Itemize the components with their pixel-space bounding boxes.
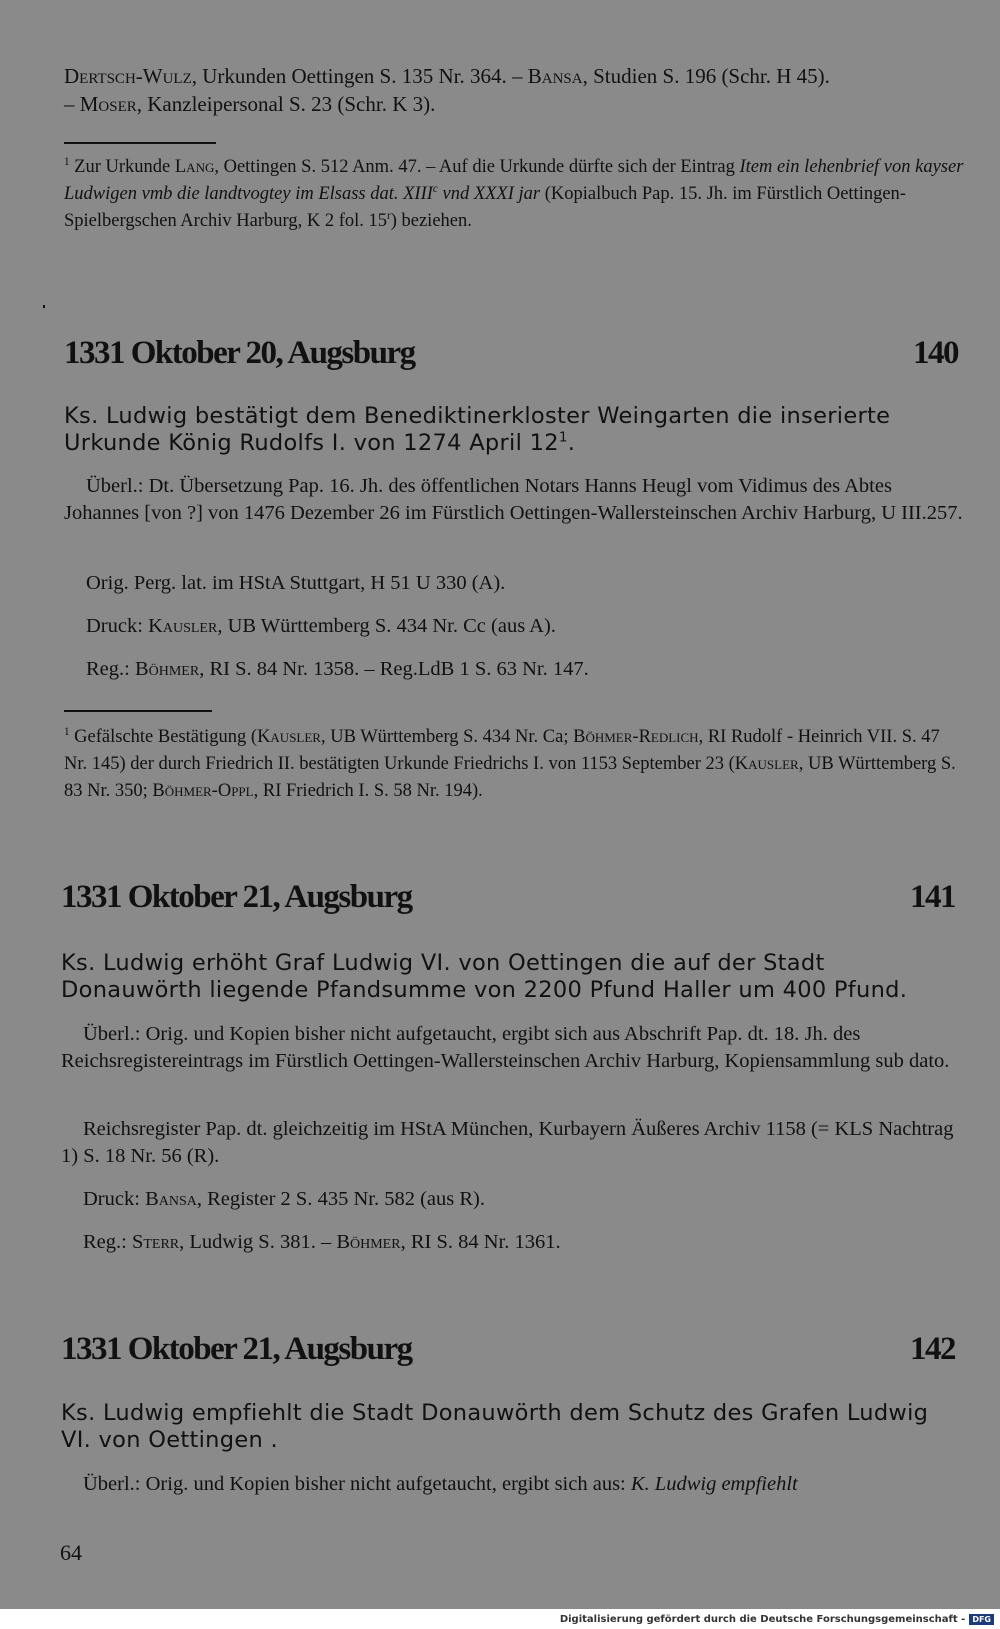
footnote-top: [64, 154, 964, 235]
citation-text: , Ludwig S. 381. –: [179, 1231, 337, 1253]
quoted-text: K. Ludwig empfiehlt: [630, 1473, 798, 1495]
footnote-number: 1: [64, 725, 70, 738]
author-name: Böhmer-Redlich: [573, 727, 699, 747]
label: Druck:: [86, 615, 149, 637]
citation-text: , Kanzleipersonal S. 23 (Schr. K 3).: [136, 92, 436, 116]
entry-summary-140: [64, 403, 964, 457]
entry-orig-140: Orig. Perg. lat. im HStA Stuttgart, H 51 U 330 (A).: [86, 572, 506, 594]
citation-text: , RI S. 84 Nr. 1361.: [400, 1231, 561, 1253]
footnote-divider: [64, 710, 212, 712]
digitization-footer: [0, 1609, 1000, 1629]
label: Reg.:: [83, 1231, 132, 1253]
entry-date: 1331 Oktober 21, Augsburg: [61, 879, 412, 915]
citation-text: , UB Württemberg S. 434 Nr. Cc (aus A).: [217, 615, 556, 637]
footnote-text: , RI Friedrich I. S. 58 Nr. 194).: [253, 781, 483, 801]
footnote-text: , UB Württemberg S. 434 Nr. Ca;: [320, 727, 574, 747]
footnote-ref: 1: [558, 429, 568, 446]
citation-text: , Urkunden Oettingen S. 135 Nr. 364. –: [191, 64, 528, 88]
author-name: Böhmer-Oppl: [152, 781, 254, 801]
author-name: Sterr: [131, 1231, 180, 1253]
label: Reg.:: [86, 658, 135, 680]
footnote-text: (Kopialbuch Pap. 15. Jh. im Fürstlich Oettingen-Spielbergschen Archiv Harburg, K 2 fol. 15: [64, 184, 906, 231]
continuation-text: [64, 62, 964, 118]
entry-reichsregister-141: Reichsregister Pap. dt. gleichzeitig im HStA München, Kurbayern Äußeres Archiv 1158 (= KLS Nachtrag 1) S. 18 Nr. 56 (R).: [61, 1118, 954, 1167]
label: Druck:: [83, 1188, 146, 1210]
author-name: Bansa: [527, 64, 583, 88]
entry-reg-141: [61, 1229, 983, 1256]
summary-text: .: [567, 430, 576, 456]
entry-summary-142: Ks. Ludwig empfiehlt die Stadt Donauwörth dem Schutz des Grafen Ludwig VI. von Oettingen .: [61, 1400, 929, 1453]
entry-uberl-142: [61, 1471, 961, 1498]
footnote-text: ) beziehen.: [390, 211, 472, 231]
footnote-text: , Oettingen S. 512 Anm. 47. – Auf die Urkunde dürfte sich der Eintrag: [214, 157, 740, 177]
entry-summary-141: Ks. Ludwig erhöht Graf Ludwig VI. von Oettingen die auf der Stadt Donauwörth liegende Pfandsumme von 2200 Pfund Haller um 400 Pfund.: [61, 950, 908, 1003]
entry-reg-140: [64, 656, 986, 683]
footer-text: Digitalisierung gefördert durch die Deutsche Forschungsgemeinschaft -: [559, 1613, 966, 1625]
author-name: Böhmer: [336, 1231, 401, 1253]
author-name: Kausler: [148, 615, 218, 637]
uberl-text: Überl.: Orig. und Kopien bisher nicht aufgetaucht, ergibt sich aus:: [83, 1473, 631, 1495]
author-name: Dertsch-Wulz: [64, 64, 192, 88]
entry-druck-141: [61, 1186, 983, 1213]
summary-text: Ks. Ludwig bestätigt dem Benediktinerkloster Weingarten die inserierte Urkunde König Rudolfs I. von 1274 April 12: [64, 403, 891, 456]
author-name: Böhmer: [134, 658, 200, 680]
entry-date: 1331 Oktober 21, Augsburg: [61, 1331, 412, 1367]
entry-number: 141: [910, 879, 955, 915]
quoted-text: vnd XXXI jar: [437, 184, 541, 204]
author-name: Lang: [174, 157, 215, 177]
entry-druck-140: [64, 613, 986, 640]
citation-text: , Register 2 S. 435 Nr. 582 (aus R).: [196, 1188, 485, 1210]
entry-uberl-141: Überl.: Orig. und Kopien bisher nicht aufgetaucht, ergibt sich aus Abschrift Pap. dt. 18. Jh. des Reichsregistereintrags im Fürstlich Oettingen-Wallersteinschen Archiv Harburg, Kopiensammlung sub dato.: [61, 1023, 950, 1072]
continuation-line-2: [64, 90, 964, 118]
continuation-line-1: [64, 62, 964, 90]
entry-number: 140: [913, 335, 958, 371]
footnote-text: Zur Urkunde: [69, 157, 175, 177]
footnote-text: Gefälschte Bestätigung (: [69, 727, 258, 747]
author-name: Moser: [79, 92, 137, 116]
citation-text: , RI S. 84 Nr. 1358. – Reg.LdB 1 S. 63 Nr. 147.: [199, 658, 589, 680]
dash: –: [64, 92, 80, 116]
entry-heading-142: [61, 1331, 955, 1368]
author-name: Kausler: [734, 754, 799, 774]
entry-heading-141: [61, 879, 955, 916]
footnote-text: , UB Württemberg S. 83 Nr. 350;: [64, 754, 956, 801]
footnote-divider: [64, 142, 216, 144]
entry-footnote-140: [64, 724, 964, 805]
superscript: r: [387, 209, 391, 222]
citation-text: , Studien S. 196 (Schr. H 45).: [582, 64, 830, 88]
entry-uberl-140: Überl.: Dt. Übersetzung Pap. 16. Jh. des öffentlichen Notars Hanns Heugl vom Vidimus des Abtes Johannes [von ?] von 1476 Dezember 26 im Fürstlich Oettingen-Wallersteinschen Archiv Harburg, U III.257.: [64, 475, 963, 524]
dfg-logo: DFG: [969, 1614, 994, 1625]
entry-date: 1331 Oktober 20, Augsburg: [64, 335, 415, 371]
page-number: 64: [60, 1540, 82, 1565]
entry-number: 142: [910, 1331, 955, 1367]
author-name: Bansa: [145, 1188, 197, 1210]
superscript: c: [432, 182, 438, 195]
scan-mark: [43, 305, 45, 308]
entry-heading-140: [64, 335, 958, 372]
author-name: Kausler: [257, 727, 321, 747]
quoted-text: Item ein lehenbrief von kayser Ludwigen vmb die landtvogtey im Elsass dat. XIII: [64, 157, 964, 204]
footnote-number: 1: [64, 155, 70, 168]
footnote-text: , RI Rudolf - Heinrich VII. S. 47 Nr. 145) der durch Friedrich II. bestätigten Urkunde Friedrichs I. von 1153 September 23 (: [64, 727, 940, 774]
